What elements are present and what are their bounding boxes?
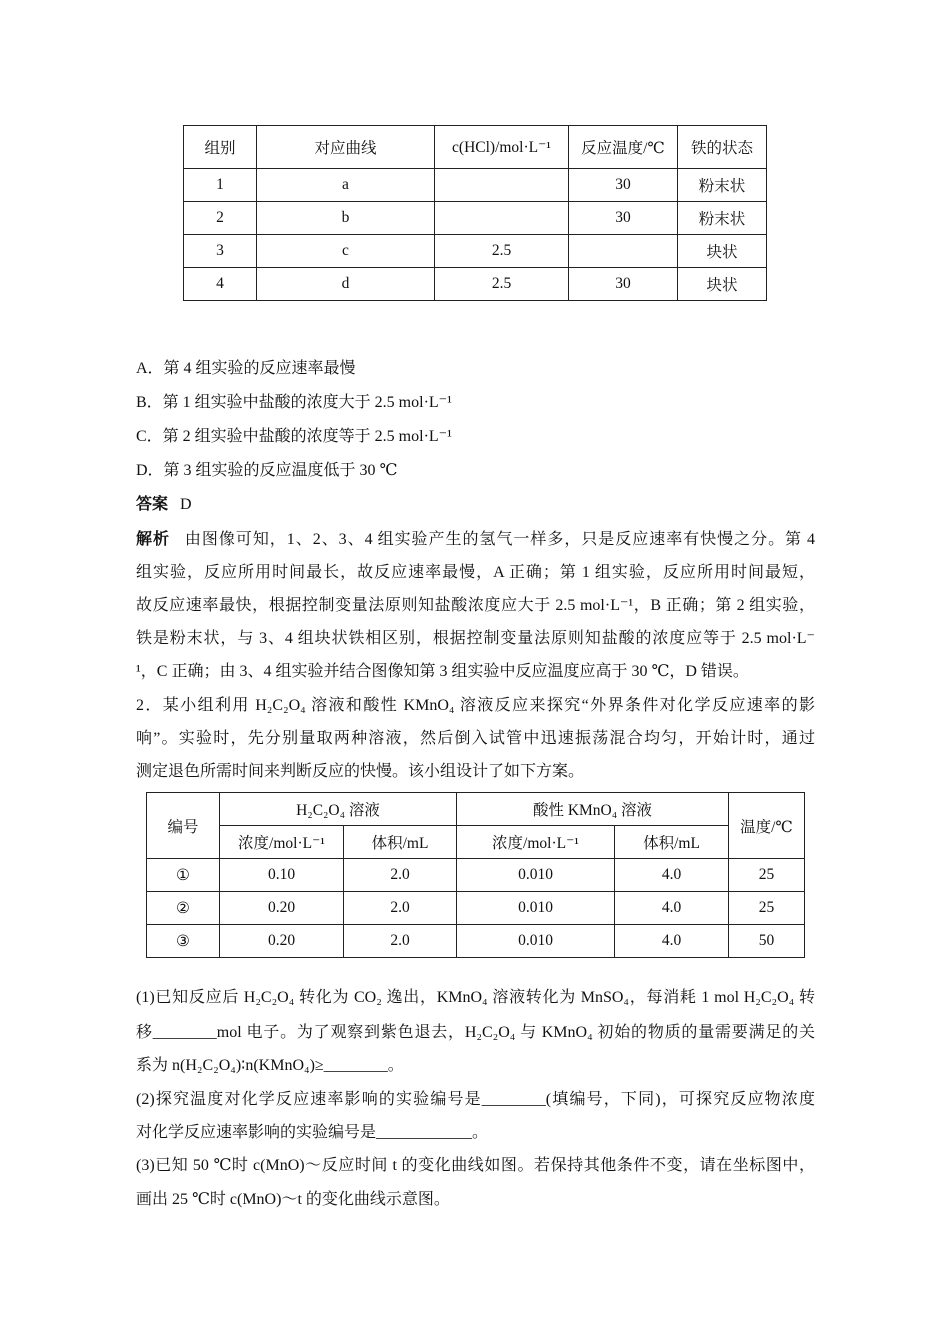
cell — [435, 202, 569, 235]
cell: 2.5 — [435, 235, 569, 268]
cell: 0.20 — [220, 892, 344, 925]
cell: 0.010 — [457, 925, 615, 958]
option-a: A．第 4 组实验的反应速率最慢 — [136, 360, 356, 377]
cell — [435, 169, 569, 202]
cell: 4.0 — [615, 892, 729, 925]
cell: 粉末状 — [678, 202, 767, 235]
experiment-table-1 — [183, 125, 767, 301]
analysis-line — [136, 530, 815, 550]
option-d: D．第 3 组实验的反应温度低于 30 ℃ — [136, 462, 398, 479]
cell: 2 — [184, 202, 257, 235]
header-cell: 体积/mL — [615, 826, 729, 859]
analysis-text: 由图像可知，1、2、3、4 组实验产生的氢气一样多，只是反应速率有快慢之分。第 4 — [184, 531, 815, 548]
header-cell: c(HCl)/mol·L⁻¹ — [435, 126, 569, 169]
cell: 2.5 — [435, 268, 569, 301]
cell: ① — [147, 859, 220, 892]
experiment-table-2 — [146, 792, 805, 958]
cell: 25 — [729, 892, 805, 925]
cell: 30 — [569, 169, 678, 202]
cell: 4.0 — [615, 859, 729, 892]
header-cell: 浓度/mol·L⁻¹ — [220, 826, 344, 859]
header-cell: 温度/℃ — [729, 793, 805, 859]
cell: 2.0 — [344, 925, 457, 958]
header-cell: 组别 — [184, 126, 257, 169]
table-row — [184, 235, 767, 268]
table-row — [184, 202, 767, 235]
table-row — [147, 925, 805, 958]
analysis-label: 解析 — [136, 531, 170, 548]
cell: c — [257, 235, 435, 268]
cell: 30 — [569, 268, 678, 301]
cell — [569, 235, 678, 268]
cell: 粉末状 — [678, 169, 767, 202]
answer-label: 答案 — [136, 496, 169, 513]
table-row — [147, 859, 805, 892]
header-cell: 编号 — [147, 793, 220, 859]
cell: 4.0 — [615, 925, 729, 958]
analysis-line: 故反应速率最快，根据控制变量法原则知盐酸浓度应大于 2.5 mol·L⁻¹，B 正确；第 2 组实验， — [136, 597, 815, 614]
analysis-line: ¹，C 正确；由 3、4 组实验并结合图像知第 3 组实验中反应温度应高于 30 ℃，D 错误。 — [136, 663, 749, 680]
subquestion-line: 画出 25 ℃时 c(MnO)～t 的变化曲线示意图。 — [136, 1191, 450, 1208]
header-cell: 反应温度/℃ — [569, 126, 678, 169]
cell: 0.010 — [457, 859, 615, 892]
cell: 0.010 — [457, 892, 615, 925]
cell: d — [257, 268, 435, 301]
cell: 块状 — [678, 235, 767, 268]
option-c: C．第 2 组实验中盐酸的浓度等于 2.5 mol·L⁻¹ — [136, 428, 452, 445]
answer-value: D — [180, 496, 192, 513]
question-line: 2．某小组利用 H₂C₂O₄ 溶液和酸性 KMnO₄ 溶液反应来探究“外界条件对化学反应速率的影 — [136, 697, 815, 714]
analysis-line: 组实验，反应所用时间最长，故反应速率最慢，A 正确；第 1 组实验，反应所用时间最短， — [136, 564, 815, 581]
cell: 0.10 — [220, 859, 344, 892]
subquestion-line: 对化学反应速率影响的实验编号是____________。 — [136, 1124, 489, 1141]
header-cell: H₂C₂O₄ 溶液 — [220, 793, 457, 826]
header-cell: 铁的状态 — [678, 126, 767, 169]
subquestion-line: (3)已知 50 ℃时 c(MnO)～反应时间 t 的变化曲线如图。若保持其他条件不变，请在坐标图中， — [136, 1157, 815, 1174]
header-cell: 浓度/mol·L⁻¹ — [457, 826, 615, 859]
cell: ③ — [147, 925, 220, 958]
subquestion-line: 系为 n(H₂C₂O₄)∶n(KMnO₄)≥________。 — [136, 1057, 404, 1074]
option-b: B．第 1 组实验中盐酸的浓度大于 2.5 mol·L⁻¹ — [136, 394, 452, 411]
cell: 50 — [729, 925, 805, 958]
cell: 4 — [184, 268, 257, 301]
question-line: 响”。实验时，先分别量取两种溶液，然后倒入试管中迅速振荡混合均匀，开始计时，通过 — [136, 730, 815, 747]
subquestion-line: (2)探究温度对化学反应速率影响的实验编号是________(填编号，下同)，可探究反应物浓度 — [136, 1091, 815, 1108]
cell: 2.0 — [344, 892, 457, 925]
cell: a — [257, 169, 435, 202]
cell: 3 — [184, 235, 257, 268]
header-cell: 酸性 KMnO₄ 溶液 — [457, 793, 729, 826]
subquestion-line: (1)已知反应后 H₂C₂O₄ 转化为 CO₂ 逸出，KMnO₄ 溶液转化为 MnSO₄，每消耗 1 mol H₂C₂O₄ 转 — [136, 989, 815, 1006]
question-line: 测定退色所需时间来判断反应的快慢。该小组设计了如下方案。 — [136, 763, 585, 780]
subquestion-line: 移________mol 电子。为了观察到紫色退去，H₂C₂O₄ 与 KMnO₄ 初始的物质的量需要满足的关 — [136, 1024, 815, 1041]
cell: 1 — [184, 169, 257, 202]
cell: ② — [147, 892, 220, 925]
table-row — [184, 268, 767, 301]
cell: b — [257, 202, 435, 235]
header-cell: 体积/mL — [344, 826, 457, 859]
header-cell: 对应曲线 — [257, 126, 435, 169]
answer — [136, 495, 815, 515]
table-row — [184, 169, 767, 202]
cell: 2.0 — [344, 859, 457, 892]
analysis-line: 铁是粉末状，与 3、4 组块状铁相区别，根据控制变量法原则知盐酸的浓度应等于 2.5 mol·L⁻ — [136, 630, 815, 647]
table-row — [147, 892, 805, 925]
cell: 25 — [729, 859, 805, 892]
cell: 块状 — [678, 268, 767, 301]
cell: 30 — [569, 202, 678, 235]
cell: 0.20 — [220, 925, 344, 958]
